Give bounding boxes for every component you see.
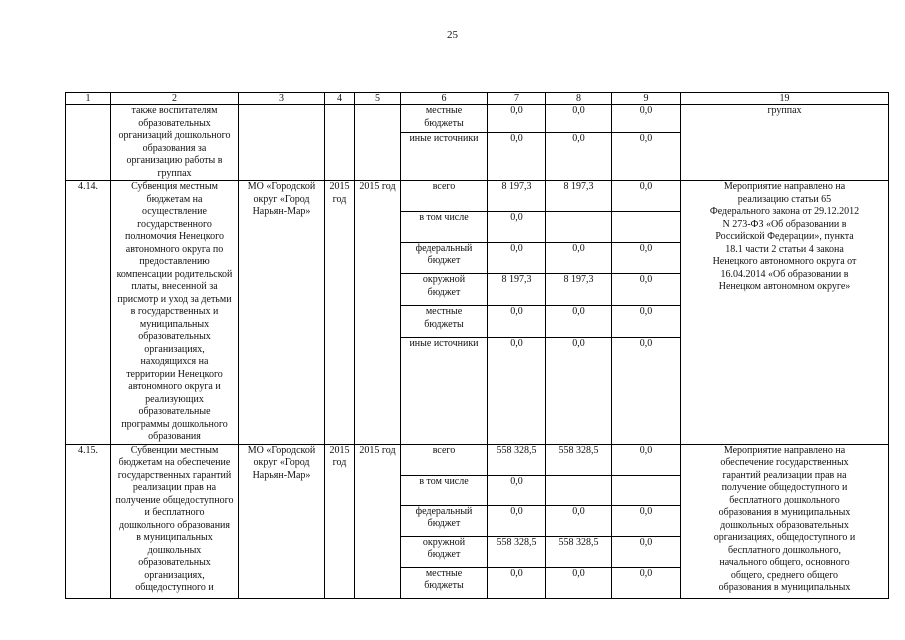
value-col-9: 0,0: [612, 133, 681, 181]
funding-source: в том числе: [401, 475, 488, 505]
value-col-9: [612, 475, 681, 505]
funding-source: всего: [401, 444, 488, 475]
value-col-8: 8 197,3: [546, 274, 612, 306]
value-col-8: 0,0: [546, 505, 612, 536]
value-col-7: 558 328,5: [488, 444, 546, 475]
value-col-7: 8 197,3: [488, 274, 546, 306]
value-col-9: 0,0: [612, 105, 681, 133]
value-col-8: 558 328,5: [546, 444, 612, 475]
funding-source: местные бюджеты: [401, 105, 488, 133]
value-col-7: 0,0: [488, 133, 546, 181]
value-col-9: 0,0: [612, 181, 681, 212]
value-col-7: 8 197,3: [488, 181, 546, 212]
header-col-19: 19: [681, 93, 889, 105]
funding-source: местные бюджеты: [401, 306, 488, 338]
item-year-start: 2015 год: [325, 444, 355, 598]
item-description: Субвенции местным бюджетам на обеспечение государственных гарантий реализации прав на получение общедоступного и бесплатного дошкольного образования в муниципальных дошкольных образовательных организациях, общедоступного и: [111, 444, 239, 598]
funding-source: местные бюджеты: [401, 567, 488, 598]
table-row: [66, 105, 889, 133]
value-col-8: 0,0: [546, 133, 612, 181]
item-number: 4.14.: [66, 181, 111, 445]
item-note: Мероприятие направлено на реализацию статьи 65 Федерального закона от 29.12.2012 N 273-ФЗ «Об образовании в Российской Федерации», пункта 18.1 части 2 статьи 4 закона Ненецкого автономного округа от 16.04.2014 «Об образовании в Ненецком автономном округе»: [681, 181, 889, 445]
budget-table: [65, 92, 889, 599]
funding-source: окружной бюджет: [401, 536, 488, 567]
item-executor: МО «Городской округ «Город Нарьян-Мар»: [239, 444, 325, 598]
item-note: группах: [681, 105, 889, 181]
item-description: Субвенция местным бюджетам на осуществление государственного полномочия Ненецкого автономного округа по предоставлению компенсации родительской платы, внесенной за присмотр и уход за детьми в государственных и муниципальных образовательных организациях, находящихся на территории Ненецкого автономного округа и реализующих образовательные программы дошкольного образования: [111, 181, 239, 445]
item-number: 4.15.: [66, 444, 111, 598]
item-year-start: 2015 год: [325, 181, 355, 445]
value-col-7: 0,0: [488, 475, 546, 505]
header-col-7: 7: [488, 93, 546, 105]
value-col-9: 0,0: [612, 505, 681, 536]
header-col-5: 5: [355, 93, 401, 105]
item-executor: [239, 105, 325, 181]
value-col-8: 0,0: [546, 105, 612, 133]
value-col-7: 0,0: [488, 306, 546, 338]
value-col-8: 8 197,3: [546, 181, 612, 212]
header-col-3: 3: [239, 93, 325, 105]
funding-source: окружной бюджет: [401, 274, 488, 306]
item-description: также воспитателям образовательных организаций дошкольного образования за организацию работы в группах: [111, 105, 239, 181]
funding-source: иные источники: [401, 337, 488, 444]
value-col-7: 0,0: [488, 242, 546, 274]
header-col-1: 1: [66, 93, 111, 105]
value-col-8: 558 328,5: [546, 536, 612, 567]
value-col-8: [546, 475, 612, 505]
table-row: [66, 444, 889, 475]
item-year-end: 2015 год: [355, 444, 401, 598]
funding-source: иные источники: [401, 133, 488, 181]
header-col-4: 4: [325, 93, 355, 105]
value-col-9: 0,0: [612, 242, 681, 274]
value-col-9: 0,0: [612, 306, 681, 338]
header-col-8: 8: [546, 93, 612, 105]
value-col-7: 0,0: [488, 567, 546, 598]
value-col-7: 0,0: [488, 505, 546, 536]
value-col-8: 0,0: [546, 567, 612, 598]
value-col-7: 0,0: [488, 211, 546, 242]
value-col-9: [612, 211, 681, 242]
table-row: [66, 181, 889, 212]
item-note: Мероприятие направлено на обеспечение государственных гарантий реализации прав на получение общедоступного и бесплатного дошкольного образования в муниципальных дошкольных образовательных организациях, общедоступного и бесплатного дошкольного, начального общего, основного общего, среднего общего образования в муниципальных: [681, 444, 889, 598]
funding-source: федеральный бюджет: [401, 505, 488, 536]
header-col-9: 9: [612, 93, 681, 105]
value-col-9: 0,0: [612, 536, 681, 567]
value-col-9: 0,0: [612, 337, 681, 444]
value-col-7: 558 328,5: [488, 536, 546, 567]
value-col-8: 0,0: [546, 242, 612, 274]
value-col-7: 0,0: [488, 105, 546, 133]
header-col-6: 6: [401, 93, 488, 105]
item-year-start: [325, 105, 355, 181]
value-col-9: 0,0: [612, 444, 681, 475]
value-col-7: 0,0: [488, 337, 546, 444]
page-number: 25: [447, 29, 458, 41]
header-col-2: 2: [111, 93, 239, 105]
funding-source: всего: [401, 181, 488, 212]
value-col-8: 0,0: [546, 337, 612, 444]
value-col-9: 0,0: [612, 274, 681, 306]
value-col-8: 0,0: [546, 306, 612, 338]
header-row: [66, 93, 889, 105]
item-year-end: [355, 105, 401, 181]
value-col-9: 0,0: [612, 567, 681, 598]
item-executor: МО «Городской округ «Город Нарьян-Мар»: [239, 181, 325, 445]
funding-source: федеральный бюджет: [401, 242, 488, 274]
item-number: [66, 105, 111, 181]
value-col-8: [546, 211, 612, 242]
funding-source: в том числе: [401, 211, 488, 242]
item-year-end: 2015 год: [355, 181, 401, 445]
